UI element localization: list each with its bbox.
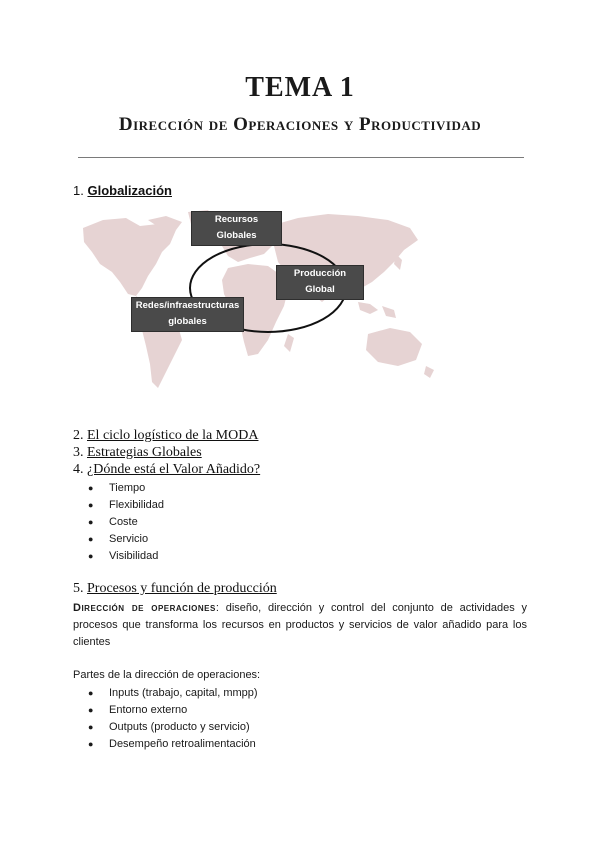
page-title: TEMA 1 <box>245 72 355 103</box>
page-subtitle: Dirección de Operaciones y Productividad <box>118 114 482 135</box>
list-item: ● Outputs (producto y servicio) <box>88 719 258 736</box>
list-item: ● Visibilidad <box>88 548 164 565</box>
list-item: ● Flexibilidad <box>88 497 164 514</box>
section-5-label: Procesos y función de producción <box>87 581 277 596</box>
section-2-heading: 2. El ciclo logístico de la MODA <box>73 428 259 443</box>
box-produccion-global: Producción Global <box>276 265 364 300</box>
title-divider <box>78 157 524 158</box>
section-1-number: 1. <box>73 183 84 198</box>
list-item: ● Tiempo <box>88 480 164 497</box>
list-item: ● Desempeño retroalimentación <box>88 736 258 753</box>
list-item: ● Inputs (trabajo, capital, mmpp) <box>88 685 258 702</box>
section-5-heading: 5. Procesos y función de producción <box>73 581 277 596</box>
list-item: ● Coste <box>88 514 164 531</box>
list-item: ● Servicio <box>88 531 164 548</box>
value-list <box>88 480 164 565</box>
parts-list <box>88 685 258 753</box>
definition-text: : diseño, dirección y control del conjunto de actividades y procesos que transforma los recursos en productos y servicios de valor añadido para los clientes <box>73 602 527 648</box>
section-4-label: ¿Dónde está el Valor Añadido? <box>87 462 261 477</box>
box-recursos-globales: Recursos Globales <box>191 211 282 246</box>
section-1-label: Globalización <box>87 183 172 198</box>
parts-intro: Partes de la dirección de operaciones: <box>73 669 261 681</box>
section-1-heading <box>73 183 172 198</box>
list-item: ● Entorno externo <box>88 702 258 719</box>
section-3-label: Estrategias Globales <box>87 445 202 460</box>
section-2-label: El ciclo logístico de la MODA <box>87 428 259 443</box>
section-3-heading: 3. Estrategias Globales <box>73 445 202 460</box>
definition-term: Dirección de operaciones <box>73 602 216 614</box>
box-redes-infraestructuras: Redes/infraestructuras globales <box>131 297 244 332</box>
operations-definition <box>73 600 527 651</box>
section-4-heading: 4. ¿Dónde está el Valor Añadido? <box>73 462 261 477</box>
